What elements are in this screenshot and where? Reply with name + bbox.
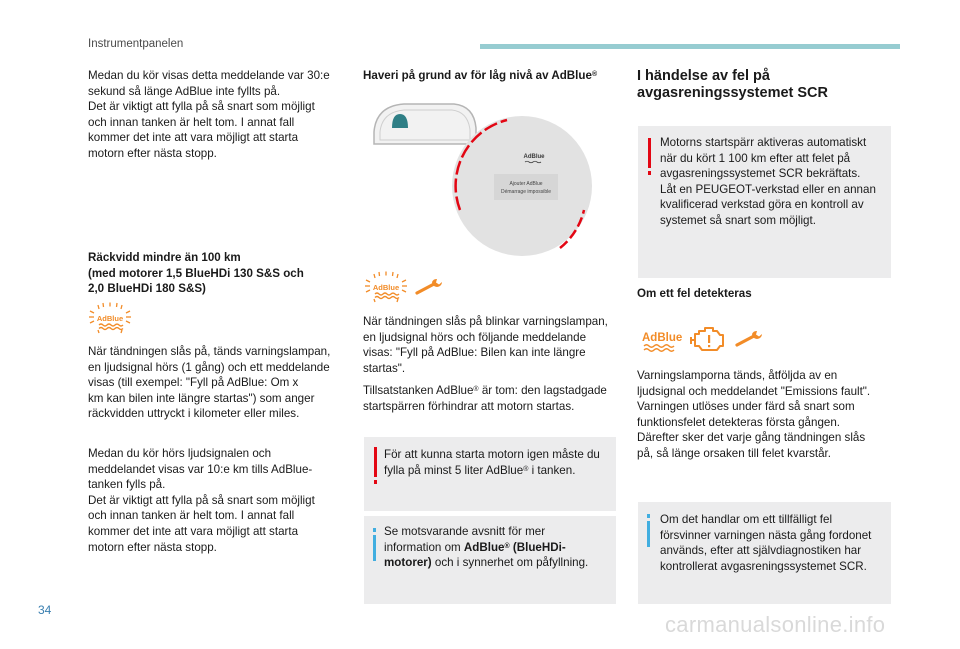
section-title: Instrumentpanelen [88, 38, 184, 50]
adblue-warning-icon [86, 302, 134, 334]
intro-paragraph: Medan du kör visas detta meddelande var 30:e sekund så länge AdBlue inte fyllts på. Det är viktigt att fylla på så snart som möjligt och innan tanken är helt tom. I annat fall kommer det inte att vara möjligt att starta motorn efter nästa stopp. [88, 69, 330, 160]
adblue-icon-label: AdBlue [96, 314, 124, 323]
display-line2: Démarrage impossible [500, 189, 552, 195]
wrench-icon [414, 278, 446, 298]
info-icon-dot [373, 528, 376, 532]
warning-exclamation-icon [374, 447, 377, 477]
right-warning-box: Motorns startspärr aktiveras automatiskt när du kört 1 100 km efter att felet på avgasreningssystemet SCR bekräftats. Låt en PEUGEOT-verkstad eller en annan kvalificerad verkstad göra en kontroll av systemet så snart som möjligt. [638, 126, 891, 278]
page-number: 34 [38, 603, 52, 617]
display-bezel [374, 104, 476, 144]
info-icon-bar-right [647, 521, 650, 547]
info-icon-dot-right [647, 514, 650, 518]
warning-exclamation-icon-right [648, 138, 651, 168]
fault-detected-paragraph: Varningslamporna tänds, åtföljda av en ljudsignal och meddelandet "Emissions fault". Varningen utlöses under färd så snart som funktionsfelet detekteras första gången. Därefter sker det varje gång tändningen slås på, så länge orsaken till felet kvarstår. [637, 369, 871, 460]
breakdown-paragraph-1: När tändningen slås på blinkar varningslampan, en ljudsignal hörs och följande meddelande visas: "Fyll på AdBlue: Bilen kan inte längre startas". [363, 315, 608, 375]
adblue-icon-label-middle: AdBlue [372, 283, 400, 292]
middle-warning-box: För att kunna starta motorn igen måste du fylla på minst 5 liter AdBlue® i tanken. [364, 437, 616, 511]
display-line1: Ajouter AdBlue [509, 181, 543, 187]
adblue-icon-right [640, 328, 690, 352]
instrument-display-illustration [372, 98, 612, 274]
fault-detected-heading: Om ett fel detekteras [637, 287, 752, 300]
adblue-icon-label-right: AdBlue [642, 332, 683, 344]
engine-warning-icon [690, 322, 728, 356]
watermark: carmanualsonline.info [665, 612, 886, 637]
wrench-icon-right [734, 330, 766, 350]
range-paragraph: När tändningen slås på, tänds varningslampan, en ljudsignal hörs (1 gång) och ett meddelande visas (till exempel: "Fyll på AdBlue: Om x km kan bilen inte längre startas") som anger räckvidden uttryckt i kilometer eller miles. [88, 345, 331, 421]
driving-paragraph: Medan du kör hörs ljudsignalen och meddelandet visas var 10:e km tills AdBlue- tanken fylls på. Det är viktigt att fylla på så snart som möjligt och innan tanken är helt tom. I annat fall kommer det inte att vara möjligt att starta motorn efter nästa stopp. [88, 447, 315, 554]
scr-fault-heading: I händelse av fel på avgasreningssystemet SCR [637, 68, 828, 101]
info-icon-bar [373, 535, 376, 561]
breakdown-heading: Haveri på grund av för låg nivå av AdBlue® [363, 69, 598, 82]
header-accent-bar [480, 44, 900, 49]
middle-info-box: Se motsvarande avsnitt för mer information om AdBlue® (BlueHDi- motorer) och i synnerhet om påfyllning. [364, 516, 616, 604]
display-adblue-label: AdBlue [523, 154, 545, 160]
breakdown-paragraph-2: Tillsatstanken AdBlue® är tom: den lagstadgade startspärren förhindrar att motorn startas. [363, 384, 607, 413]
right-info-box: Om det handlar om ett tillfälligt fel försvinner varningen nästa gång fordonet används, efter att självdiagnostiken har kontrollerat avgasreningssystemet SCR. [638, 502, 891, 604]
adblue-warning-icon-middle [362, 271, 410, 303]
range-heading: Räckvidd mindre än 100 km (med motorer 1,5 BlueHDi 130 S&S och 2,0 BlueHDi 180 S&S) [88, 251, 304, 296]
